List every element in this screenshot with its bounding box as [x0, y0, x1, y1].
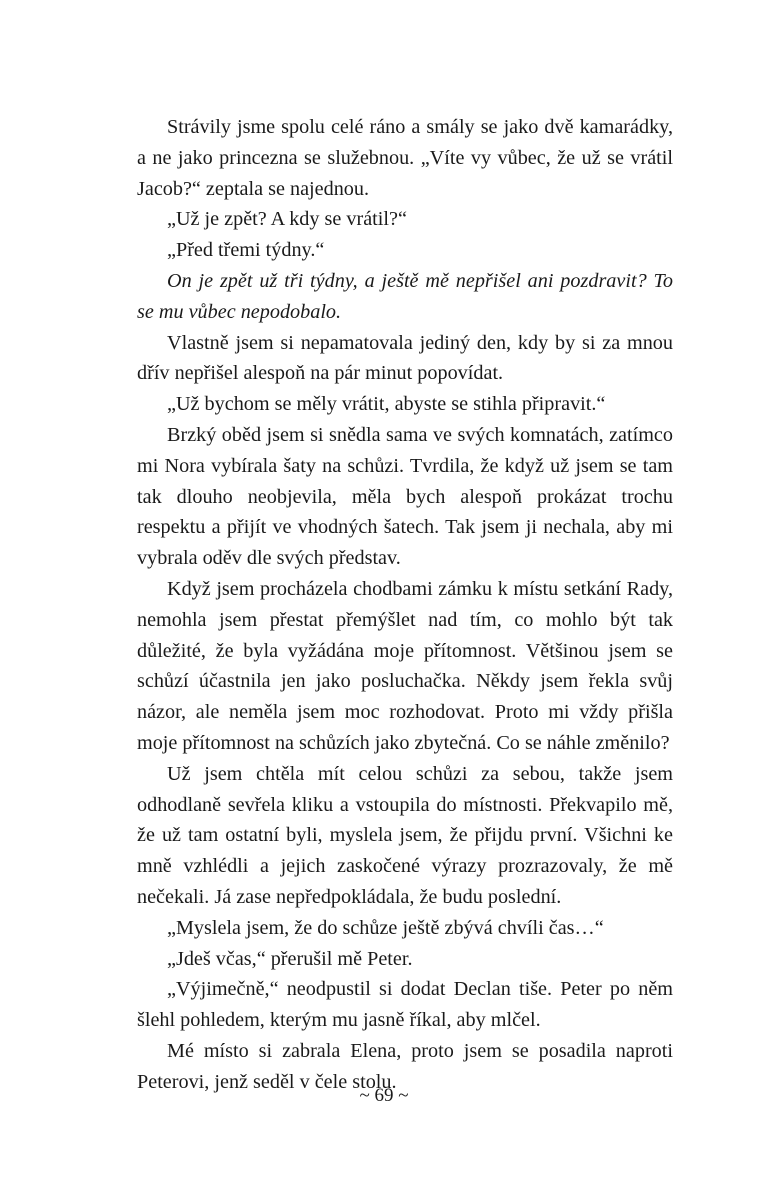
paragraph: Vlastně jsem si nepamatovala jediný den, kdy by si za mnou dřív nepřišel alespoň na pár minut popovídat. — [137, 331, 673, 385]
paragraph: „Myslela jsem, že do schůze ještě zbývá chvíli čas…“ — [167, 916, 604, 939]
paragraph: „Výjimečně,“ neodpustil si dodat Declan tiše. Peter po něm šlehl pohledem, kterým mu jasně říkal, aby mlčel. — [137, 978, 673, 1032]
paragraph-italic: On je zpět už tři týdny, a ještě mě nepřišel ani pozdravit? To se mu vůbec nepodobalo. — [137, 269, 673, 323]
paragraph: „Před třemi týdny.“ — [167, 239, 325, 262]
paragraph: Strávily jsme spolu celé ráno a smály se jako dvě kamarádky, a ne jako princezna se služebnou. „Víte vy vůbec, že už se vrátil Jacob?“ zeptala se najednou. — [137, 116, 673, 200]
paragraph: „Jdeš včas,“ přerušil mě Peter. — [167, 947, 413, 970]
page-number: ~ 69 ~ — [359, 1085, 409, 1106]
paragraph: „Už je zpět? A kdy se vrátil?“ — [167, 208, 407, 231]
paragraph: Brzký oběd jsem si snědla sama ve svých komnatách, zatímco mi Nora vybírala šaty na schůzi. Tvrdila, že když už jsem se tam tak dlouho neobjevila, měla bych alespoň prokázat trochu respektu a přijít ve vhodných šatech. Tak jsem ji nechala, aby mi vybrala oděv dle svých představ. — [137, 423, 673, 570]
paragraph: Už jsem chtěla mít celou schůzi za sebou, takže jsem odhodlaně sevřela kliku a vstoupila do místnosti. Překvapilo mě, že už tam ostatní byli, myslela jsem, že přijdu první. Všichni ke mně vzhlédli a jejich zaskočené výrazy prozrazovaly, že mě nečekali. Já zase nepředpokládala, že budu poslední. — [137, 762, 673, 908]
paragraph: Mé místo si zabrala Elena, proto jsem se posadila naproti Peterovi, jenž seděl v čele stolu. — [137, 1039, 673, 1093]
paragraph: Když jsem procházela chodbami zámku k místu setkání Rady, nemohla jsem přestat přemýšlet nad tím, co mohlo být tak důležité, že byla vyžádána moje přítomnost. Většinou jsem se schůzí účastnila jen jako posluchačka. Někdy jsem řekla svůj názor, ale neměla jsem moc rozhodovat. Proto mi vždy přišla moje přítomnost na schůzích jako zbytečná. Co se náhle změnilo? — [137, 577, 673, 754]
page-body — [137, 112, 673, 1098]
paragraph: „Už bychom se měly vrátit, abyste se stihla připravit.“ — [167, 393, 606, 416]
